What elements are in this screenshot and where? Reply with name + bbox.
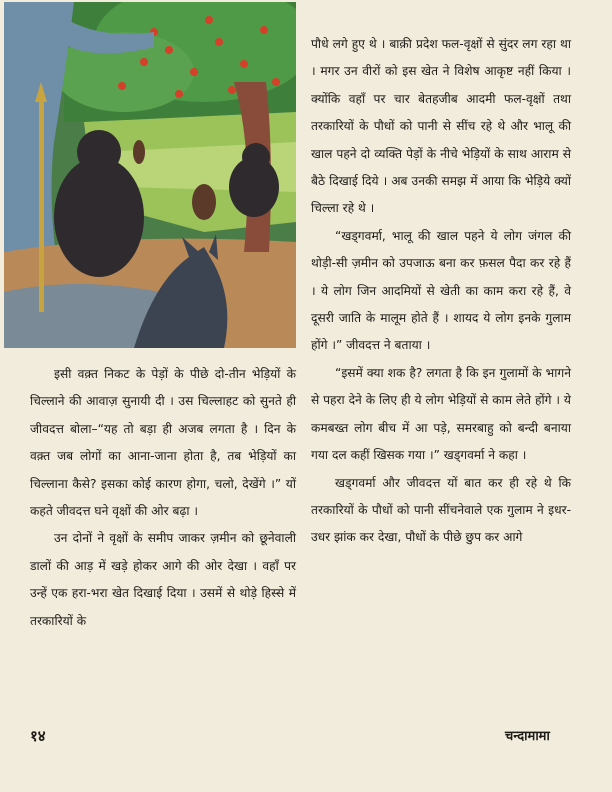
page-number: १४ xyxy=(30,727,46,745)
illustration-drawing xyxy=(4,2,296,348)
left-text-column xyxy=(30,361,296,635)
paragraph: इसी वक़्त निकट के पेड़ों के पीछे दो-तीन भेड़ियों के चिल्लाने की आवाज़ सुनायी दी । उस चिल्लाहट को सुनते ही जीवदत्त बोला–“यह तो बड़ा ही अजब लगता है । दिन के वक़्त जब लोगों का आना-जाना होता है, तब भेड़ियों का चिल्लाना कैसे? इसका कोई कारण होगा, चलो, देखेंगे ।” यों कहते जीवदत्त घने वृक्षों की ओर बढ़ा । xyxy=(30,367,296,519)
paragraph: खड्गवर्मा और जीवदत्त यों बात कर ही रहे थे कि तरकारियों के पौधों को पानी सींचनेवाले एक गुलाम ने इधर-उधर झांक कर देखा, पौधों के पीछे छुप कर आगे xyxy=(311,475,571,545)
paragraph: उन दोनों ने वृक्षों के समीप जाकर ज़मीन को छूनेवाली डालों की आड़ में खड़े होकर आगे की ओर देखा । वहाँ पर उन्हें एक हरा-भरा खेत दिखाई दिया । उसमें से थोड़े हिस्से में तरकारियों के xyxy=(30,531,296,628)
paragraph: पौधे लगे हुए थे । बाक़ी प्रदेश फल-वृक्षों से सुंदर लग रहा था । मगर उन वीरों को इस खेत ने विशेष आकृष्ट नहीं किया । क्योंकि वहाँ पर चार बेतहजीब आदमी फल-वृक्षों तथा तरकारियों के पौधों को पानी से सींच रहे थे और भालू की खाल पहने दो व्यक्ति पेड़ों के नीचे भेड़ियों के साथ आराम से बैठे दिखाई दिये । अब उनकी समझ में आया कि भेड़िये क्यों चिल्ला रहे थे । xyxy=(311,37,571,216)
right-text-column xyxy=(311,31,571,552)
paragraph: “इसमें क्या शक है? लगता है कि इन गुलामों के भागने से पहरा देने के लिए ही ये लोग भेड़ियों से काम लेते होंगे । ये कमबख्त लोग बीच में आ पड़े, समरबाहु को बन्दी बनाया गया दल कहीं खिसक गया ।” खड्गवर्मा ने कहा । xyxy=(311,365,571,463)
magazine-name: चन्दामामा xyxy=(505,729,550,744)
story-illustration xyxy=(4,2,296,348)
paragraph: “खड्गवर्मा, भालू की खाल पहने ये लोग जंगल की थोड़ी-सी ज़मीन को उपजाऊ बना कर फ़सल पैदा कर रहे हैं । ये लोग जिन आदमियों से खेती का काम करा रहे हैं, वे दूसरी जाति के मालूम होते हैं । शायद ये लोग इनके गुलाम होंगे ।” जीवदत्त ने बताया । xyxy=(311,228,571,353)
